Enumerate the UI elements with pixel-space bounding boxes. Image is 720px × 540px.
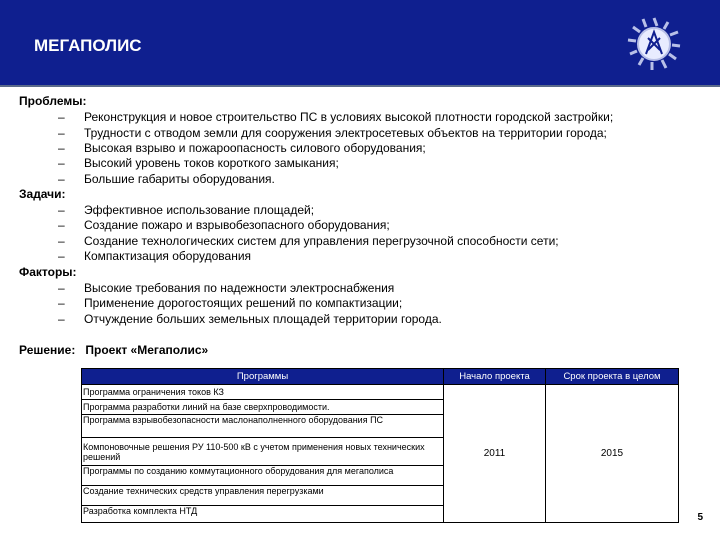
program-cell: Компоновочные решения РУ 110-500 кВ с учетом применения новых технических решений	[82, 438, 444, 466]
bullet-dash: –	[58, 218, 65, 232]
program-cell: Программа взрывобезопасности маслонаполненного оборудования ПС	[82, 415, 444, 438]
table-row	[82, 385, 679, 400]
header-duration: Срок проекта в целом	[546, 369, 679, 385]
bullet-dash: –	[58, 312, 65, 326]
table-header-row	[82, 369, 679, 385]
task-item: Эффективное использование площадей;	[84, 203, 315, 217]
solution-line	[19, 343, 208, 357]
problem-item: Высокая взрыво и пожароопасность силового оборудования;	[84, 141, 426, 155]
problem-item: Реконструкция и новое строительство ПС в условиях высокой плотности городской застройки;	[84, 110, 614, 124]
bullet-dash: –	[58, 156, 65, 170]
program-cell: Создание технических средств управления перегрузками	[82, 486, 444, 506]
factor-item: Отчуждение больших земельных площадей территории города.	[84, 312, 442, 326]
logo-icon	[624, 14, 684, 74]
bullet-dash: –	[58, 172, 65, 186]
factor-item: Применение дорогостоящих решений по компактизации;	[84, 296, 403, 310]
problem-item: Высокий уровень токов короткого замыкания;	[84, 156, 339, 170]
task-item: Создание пожаро и взрывобезопасного оборудования;	[84, 218, 390, 232]
slide-title: МЕГАПОЛИС	[34, 36, 142, 55]
header-programs: Программы	[82, 369, 444, 385]
program-cell: Программы по созданию коммутационного оборудования для мегаполиса	[82, 466, 444, 486]
program-cell: Разработка комплекта НТД	[82, 506, 444, 523]
bullet-dash: –	[58, 126, 65, 140]
factor-item: Высокие требования по надежности электроснабжения	[84, 281, 395, 295]
solution-value: Проект «Мегаполис»	[85, 343, 209, 357]
header-start: Начало проекта	[444, 369, 546, 385]
program-cell: Программа разработки линий на базе сверхпроводимости.	[82, 400, 444, 415]
bullet-dash: –	[58, 110, 65, 124]
problem-item: Трудности с отводом земли для сооружения электросетевых объектов на территории города;	[84, 126, 607, 140]
task-item: Компактизация оборудования	[84, 249, 252, 263]
bullet-dash: –	[58, 234, 65, 248]
problems-heading: Проблемы:	[19, 94, 87, 108]
problem-item: Большие габариты оборудования.	[84, 172, 275, 186]
tasks-heading: Задачи:	[19, 187, 66, 201]
bullet-dash: –	[58, 141, 65, 155]
page-number: 5	[697, 512, 703, 523]
program-cell: Программа ограничения токов КЗ	[82, 385, 444, 400]
solution-label: Решение:	[19, 343, 76, 357]
start-year-cell: 2011	[444, 385, 546, 523]
bullet-dash: –	[58, 296, 65, 310]
bullet-dash: –	[58, 281, 65, 295]
task-item: Создание технологических систем для управления перегрузочной способности сети;	[84, 234, 559, 248]
end-year-cell: 2015	[546, 385, 679, 523]
bullet-dash: –	[58, 249, 65, 263]
programs-table	[81, 368, 679, 523]
bullet-dash: –	[58, 203, 65, 217]
header-bar	[0, 0, 720, 87]
factors-heading: Факторы:	[19, 265, 77, 279]
